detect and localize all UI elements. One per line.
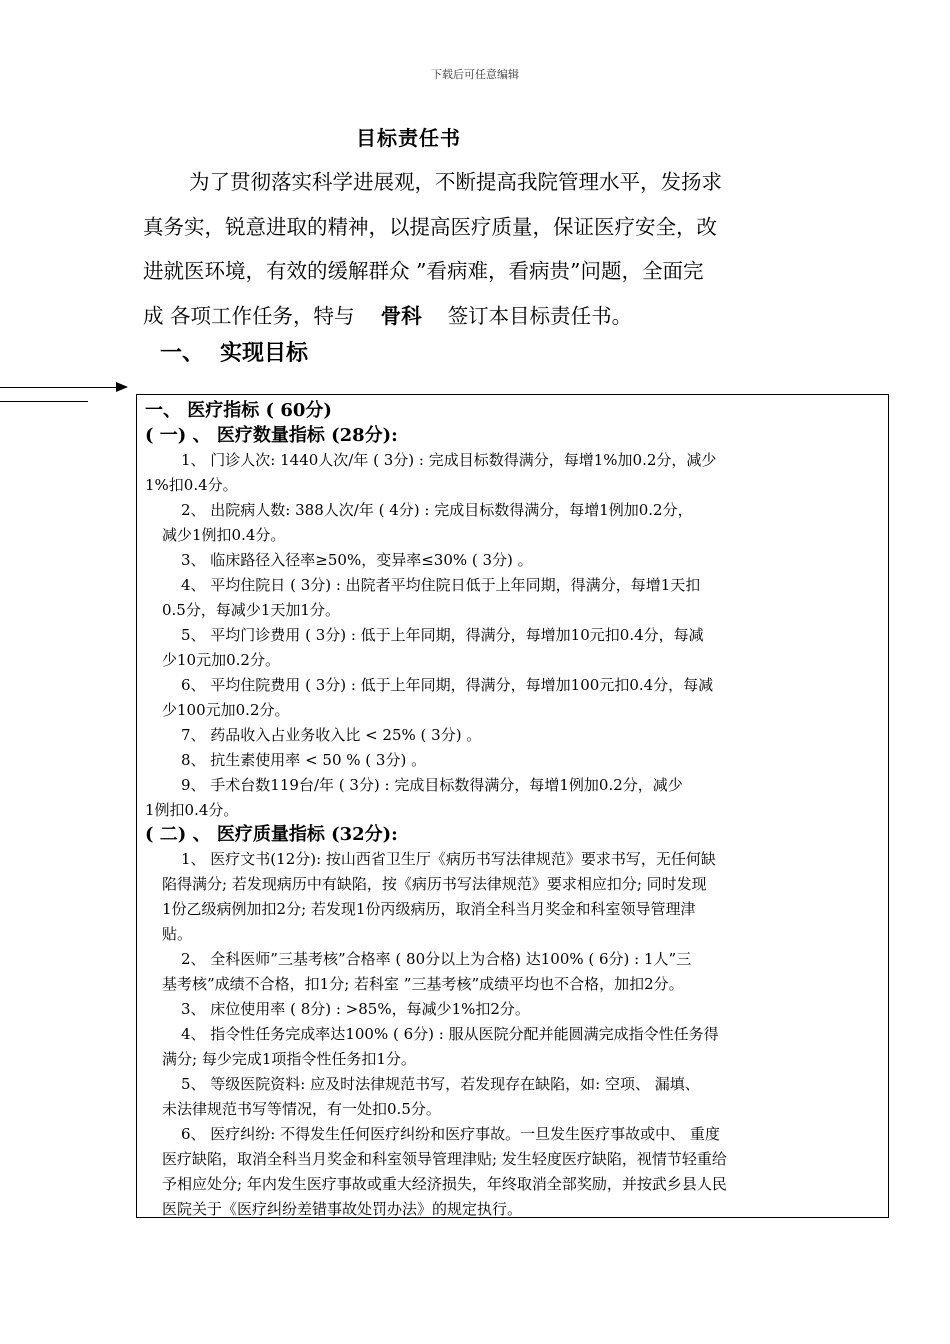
- item-line: 贴。: [162, 925, 193, 943]
- item-line: 4、 指令性任务完成率达100% ( 6分) : 服从医院分配并能圆满完成指令性任务得: [181, 1025, 719, 1043]
- quantity-indicator-item: [145, 748, 883, 773]
- item-line: 0.5分，每减少1天加1分。: [162, 601, 340, 619]
- item-line: 1份乙级病例加扣2分; 若发现1份丙级病历，取消全科当月奖金和科室领导管理津: [162, 900, 696, 918]
- document-title: 目标责任书: [356, 126, 461, 150]
- quality-indicator-item: [145, 1122, 883, 1222]
- medical-indicators-heading: 一、 医疗指标 ( 60分): [145, 400, 332, 421]
- item-line: 未法律规范书写等情况，有一处扣0.5分。: [162, 1100, 441, 1118]
- item-line: 减少1例扣0.4分。: [162, 526, 286, 544]
- item-line: 1、 门诊人次: 1440人次/年 ( 3分) : 完成目标数得满分，每增1%加0.2分，减少: [181, 451, 717, 469]
- item-line: 医院关于《医疗纠纷差错事故处罚办法》的规定执行。: [162, 1200, 523, 1218]
- quality-indicator-item: [145, 847, 883, 947]
- quantity-indicator-item: [145, 448, 883, 498]
- item-line: 5、 等级医院资料: 应及时法律规范书写，若发现存在缺陷，如: 空项、 漏填、: [181, 1075, 700, 1093]
- intro-line-1: 为了贯彻落实科学进展观，不断提高我院管理水平，发扬求: [189, 170, 722, 194]
- intro-line-4-pre: 成 各项工作任务，特与: [143, 303, 355, 328]
- arrow-head-icon: [116, 382, 128, 392]
- item-line: 4、 平均住院日 ( 3分) : 出院者平均住院日低于上年同期，得满分，每增1天扣: [181, 576, 701, 594]
- quantity-indicator-item: [145, 623, 883, 673]
- item-line: 1、 医疗文书(12分): 按山西省卫生厅《病历书写法律规范》要求书写，无任何缺: [181, 850, 716, 868]
- quality-indicators-heading: ( 二) 、 医疗质量指标 (32分):: [145, 824, 398, 845]
- item-line: 基考核”成绩不合格，扣1分; 若科室 ”三基考核”成绩平均也不合格，加扣2分。: [162, 975, 684, 993]
- item-line: 2、 全科医师”三基考核”合格率 ( 80分以上为合格) 达100% ( 6分) : 1人”三: [181, 950, 692, 968]
- section-heading: [160, 336, 308, 367]
- quantity-indicator-item: [145, 673, 883, 723]
- decorative-line: [0, 401, 88, 402]
- item-line: 满分; 每少完成1项指令性任务扣1分。: [162, 1050, 416, 1068]
- quantity-indicators-list: [145, 448, 883, 823]
- indicators-content: [145, 397, 883, 1222]
- indicators-box: [136, 394, 889, 1218]
- quality-indicator-item: [145, 947, 883, 997]
- quality-indicator-item: [145, 1072, 883, 1122]
- section-number: 一、: [160, 340, 205, 366]
- item-line: 少10元加0.2分。: [162, 651, 280, 669]
- item-line: 1例扣0.4分。: [145, 801, 239, 819]
- header-note: 下载后可任意编辑: [431, 68, 519, 81]
- quality-indicators-list: [145, 847, 883, 1222]
- item-line: 医疗缺陷，取消全科当月奖金和科室领导管理津贴; 发生轻度医疗缺陷，视情节轻重给: [162, 1150, 727, 1168]
- quantity-indicator-item: [145, 573, 883, 623]
- department-name: 骨科: [380, 303, 422, 328]
- quantity-indicator-item: [145, 498, 883, 548]
- arrow-line: [0, 387, 118, 388]
- quantity-indicator-item: [145, 723, 883, 748]
- quantity-indicator-item: [145, 773, 883, 823]
- quality-indicator-item: [145, 997, 883, 1022]
- item-line: 3、 床位使用率 ( 8分) : >85%，每减少1%扣2分。: [181, 1000, 530, 1018]
- item-line: 9、 手术台数119台/年 ( 3分) : 完成目标数得满分，每增1例加0.2分，减少: [181, 776, 683, 794]
- item-line: 陷得满分; 若发现病历中有缺陷，按《病历书写法律规范》要求相应扣分; 同时发现: [162, 875, 707, 893]
- item-line: 2、 出院病人数: 388人次/年 ( 4分) : 完成目标数得满分，每增1例加0.2分，: [181, 501, 693, 519]
- intro-line-4-post: 签订本目标责任书。: [447, 303, 633, 328]
- intro-paragraph: [143, 160, 808, 338]
- item-line: 5、 平均门诊费用 ( 3分) : 低于上年同期，得满分，每增加10元扣0.4分，每减: [181, 626, 704, 644]
- section-title: 实现目标: [220, 340, 309, 366]
- item-line: 1%扣0.4分。: [145, 476, 238, 494]
- item-line: 3、 临床路径入径率≥50%，变异率≤30% ( 3分) 。: [181, 551, 533, 569]
- quality-indicator-item: [145, 1022, 883, 1072]
- quantity-indicator-item: [145, 548, 883, 573]
- intro-line-4: [143, 294, 808, 339]
- intro-line-3: 进就医环境，有效的缓解群众 ”看病难，看病贵”问题，全面完: [143, 259, 704, 283]
- item-line: 少100元加0.2分。: [162, 701, 290, 719]
- item-line: 7、 药品收入占业务收入比 < 25% ( 3分) 。: [181, 726, 482, 744]
- item-line: 6、 平均住院费用 ( 3分) : 低于上年同期，得满分，每增加100元扣0.4分，每减: [181, 676, 714, 694]
- item-line: 予相应处分; 年内发生医疗事故或重大经济损失，年终取消全部奖励，并按武乡县人民: [162, 1175, 727, 1193]
- quantity-indicators-heading: ( 一) 、 医疗数量指标 (28分):: [145, 425, 398, 446]
- intro-line-2: 真务实，锐意进取的精神，以提高医疗质量，保证医疗安全，改: [143, 214, 717, 239]
- item-line: 8、 抗生素使用率 < 50 % ( 3分) 。: [181, 751, 427, 769]
- item-line: 6、 医疗纠纷: 不得发生任何医疗纠纷和医疗事故。一旦发生医疗事故或中、 重度: [181, 1125, 720, 1143]
